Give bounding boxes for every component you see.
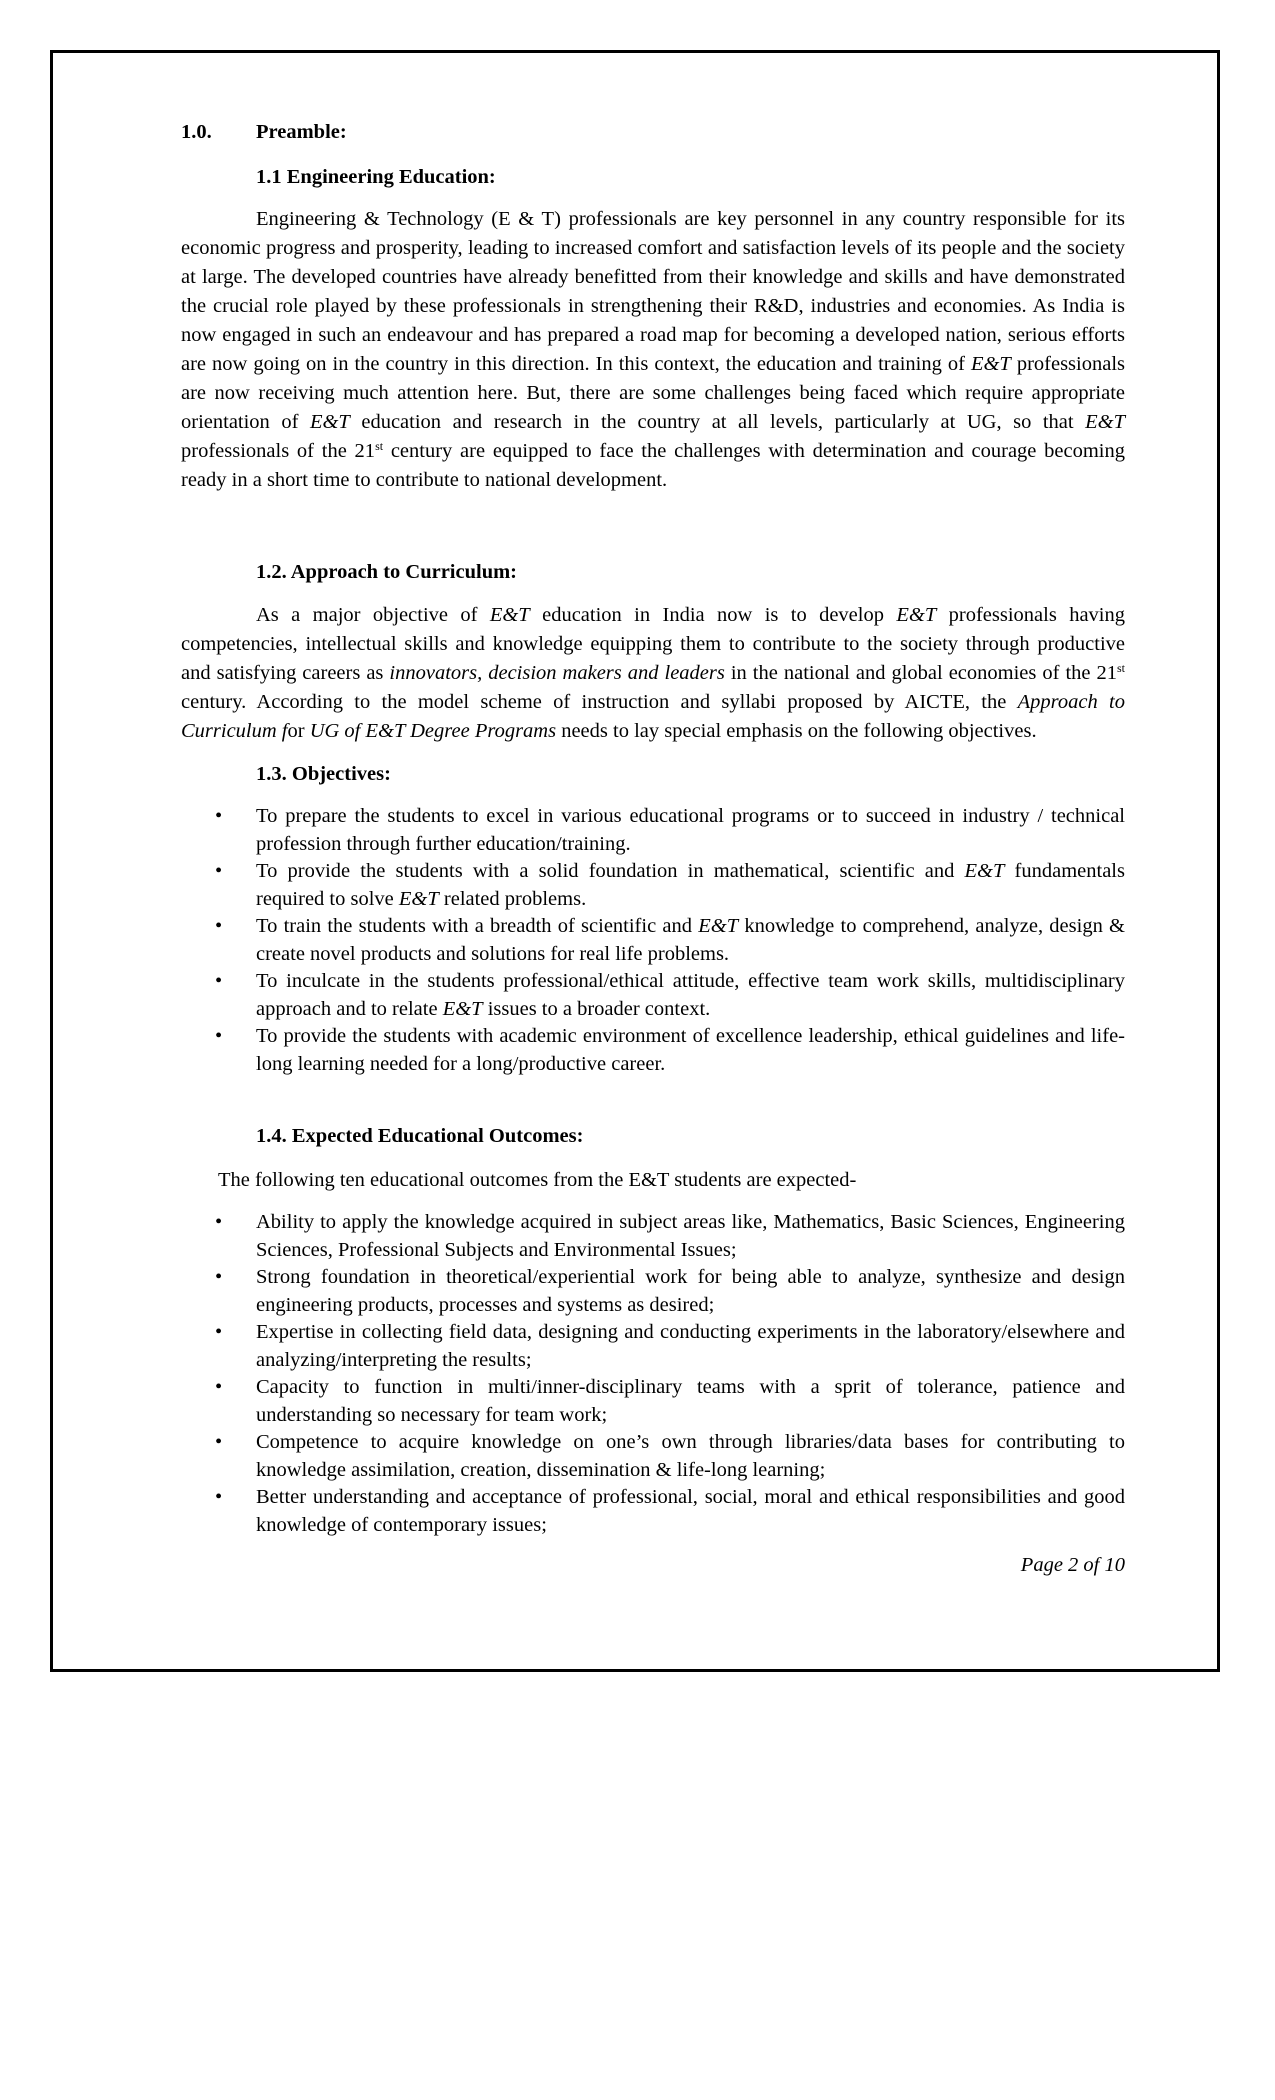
outcomes-intro: The following ten educational outcomes from the E&T students are expected- <box>218 1169 857 1191</box>
bullet-icon: • <box>215 1266 223 1288</box>
page-number: Page 2 of 10 <box>1020 1554 1125 1576</box>
text-run: century are equipped to face the challenges with determination and courage becoming ready in a short time to contribute to national development. <box>181 440 1126 491</box>
section-number: 1.0. <box>181 121 212 143</box>
list-item <box>181 1374 1125 1429</box>
bullet-icon: • <box>215 1321 223 1343</box>
list-item <box>181 858 1125 913</box>
bullet-icon: • <box>215 1025 223 1047</box>
text-run: To prepare the students to excel in various educational programs or to succeed in industry / technical profession through further education/training. <box>256 805 1125 855</box>
text-run-italic: E&T <box>309 411 350 433</box>
list-item <box>181 968 1125 1023</box>
list-item <box>181 1484 1125 1539</box>
footer-row <box>181 1551 1125 1591</box>
text-run: education in India now is to develop <box>529 604 897 626</box>
text-run: issues to a broader context. <box>482 997 711 1020</box>
outcomes-list <box>181 1209 1125 1539</box>
text-run: fundamentals required to solve <box>256 860 1125 910</box>
objectives-list <box>181 803 1125 1078</box>
bullet-icon: • <box>215 970 223 992</box>
text-run: Competence to acquire knowledge on one’s own through libraries/data bases for contributing to knowledge assimilation, creation, dissemination & life-long learning; <box>256 1431 1125 1481</box>
list-item <box>181 1319 1125 1374</box>
text-run-italic: E&T <box>964 860 1005 882</box>
text-run-italic: E&T <box>398 887 439 910</box>
text-run: Expertise in collecting field data, designing and conducting experiments in the laboratory/elsewhere and analyzing/interpreting the results; <box>256 1321 1125 1371</box>
superscript: st <box>375 439 384 453</box>
list-item <box>181 1429 1125 1484</box>
text-run-italic: innovators, decision makers and leaders <box>389 662 725 684</box>
text-run: Capacity to function in multi/inner-disciplinary teams with a sprit of tolerance, patience and understanding so necessary for team work; <box>256 1376 1125 1426</box>
heading-engineering-education: 1.1 Engineering Education: <box>256 166 496 188</box>
text-run: knowledge to comprehend, analyze, design & create novel products and solutions for real life problems. <box>256 915 1125 965</box>
text-run-italic: E&T <box>442 997 483 1020</box>
bullet-icon: • <box>215 860 223 882</box>
paragraph-engineering-education <box>181 205 1125 495</box>
text-run: To provide the students with academic environment of excellence leadership, ethical guidelines and life-long learning needed for a long/productive career. <box>256 1025 1125 1075</box>
text-run: To inculcate in the students professional/ethical attitude, effective team work skills, multidisciplinary approach and to relate <box>256 970 1125 1020</box>
bullet-icon: • <box>215 915 223 937</box>
document-body <box>181 118 1125 1591</box>
paragraph-approach <box>181 601 1125 746</box>
section-preamble-heading <box>181 118 1125 147</box>
bullet-icon: • <box>215 1376 223 1398</box>
heading-expected-outcomes: 1.4. Expected Educational Outcomes: <box>256 1125 584 1147</box>
text-run-italic: Approach to Curriculum f <box>181 691 1125 742</box>
text-run-italic: E&T <box>698 915 739 937</box>
text-run-italic: E&T <box>1085 411 1125 433</box>
text-run: professionals are now receiving much attention here. But, there are some challenges being faced which require appropriate orientation of <box>181 353 1125 433</box>
text-run: education and research in the country at all levels, particularly at UG, so that <box>349 411 1086 433</box>
text-run: Ability to apply the knowledge acquired in subject areas like, Mathematics, Basic Sciences, Engineering Sciences, Professional Subjects and Environmental Issues; <box>256 1211 1125 1261</box>
text-run-italic: E&T <box>970 353 1011 375</box>
text-run: related problems. <box>438 887 587 910</box>
bullet-icon: • <box>215 805 223 827</box>
text-run: century. According to the model scheme of instruction and syllabi proposed by AICTE, the <box>181 691 1018 713</box>
text-run: To provide the students with a solid foundation in mathematical, scientific and <box>256 860 965 882</box>
text-run: As a major objective of <box>256 604 490 626</box>
heading-objectives: 1.3. Objectives: <box>256 763 391 785</box>
text-run: needs to lay special emphasis on the following objectives. <box>556 720 1037 742</box>
text-run: Better understanding and acceptance of professional, social, moral and ethical responsibilities and good knowledge of contemporary issues; <box>256 1486 1125 1536</box>
list-item <box>181 1264 1125 1319</box>
text-run: To train the students with a breadth of scientific and <box>256 915 699 937</box>
bullet-icon: • <box>215 1431 223 1453</box>
text-run: professionals having competencies, intellectual skills and knowledge equipping them to contribute to the society through productive and satisfying careers as <box>181 604 1125 684</box>
bullet-icon: • <box>215 1486 223 1508</box>
text-run: or <box>287 720 310 742</box>
text-run-italic: UG of E&T Degree Programs <box>309 720 557 742</box>
list-item <box>181 1023 1125 1078</box>
text-run: Engineering & Technology (E & T) professionals are key personnel in any country responsible for its economic progress and prosperity, leading to increased comfort and satisfaction levels of its people and the society at large. The developed countries have already benefitted from their knowledge and skills and have demonstrated the crucial role played by these professionals in strengthening their R&D, industries and economies. As India is now engaged in such an endeavour and has prepared a road map for becoming a developed nation, serious efforts are now going on in the country in this direction. In this context, the education and training of <box>181 208 1125 375</box>
text-run-italic: E&T <box>489 604 530 626</box>
list-item <box>181 803 1125 858</box>
text-run-italic: E&T <box>896 604 937 626</box>
text-run: professionals of the 21 <box>181 440 376 462</box>
list-item <box>181 913 1125 968</box>
section-title: Preamble: <box>256 121 347 143</box>
bullet-icon: • <box>215 1211 223 1233</box>
text-run: in the national and global economies of the 21 <box>724 662 1117 684</box>
heading-approach-to-curriculum: 1.2. Approach to Curriculum: <box>256 561 518 583</box>
superscript: st <box>1117 661 1126 675</box>
list-item <box>181 1209 1125 1264</box>
text-run: Strong foundation in theoretical/experiential work for being able to analyze, synthesize and design engineering products, processes and systems as desired; <box>256 1266 1125 1316</box>
